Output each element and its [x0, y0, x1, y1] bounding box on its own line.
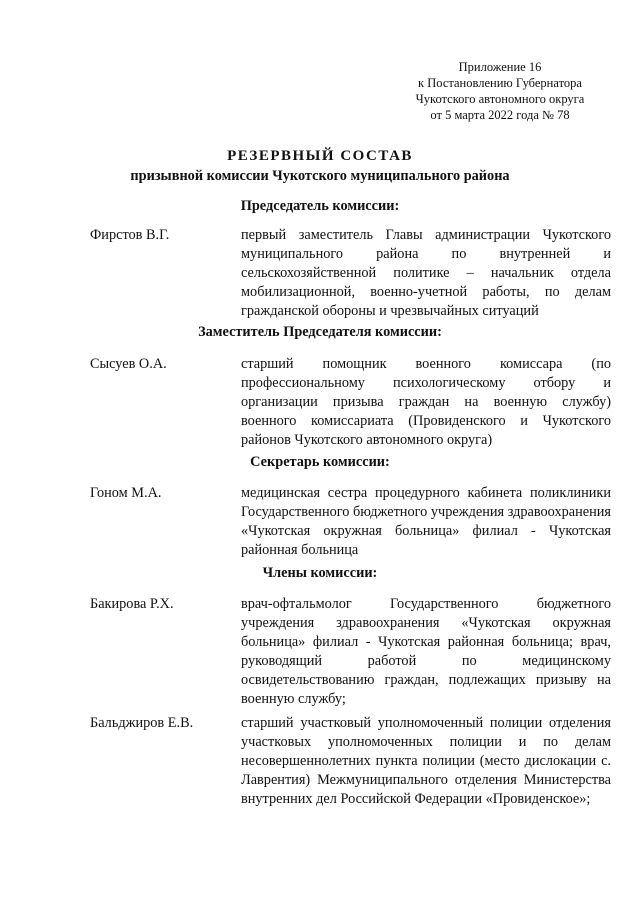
member-description: старший помощник военного комиссара (по профессиональному психологическому отбору и организации призыва граждан на военную службу) военного комиссариата (Провиденского и Чукотского районов Чукотского автономного округа): [241, 356, 611, 448]
section-heading-members: Члены комиссии:: [262, 565, 378, 581]
member-description: врач-офтальмолог Государственного бюджетного учреждения здравоохранения «Чукотская окружная больница» филиал - Чукотская районная больница; врач, руководящий работой по медицинскому освидетельствованию граждан, подлежащих призыву на военную службу;: [241, 596, 611, 707]
document-title: РЕЗЕРВНЫЙ СОСТАВ: [227, 148, 413, 164]
appendix-line: Чукотского автономного округа: [415, 92, 585, 106]
member-description: медицинская сестра процедурного кабинета поликлиники Государственного бюджетного учреждения здравоохранения «Чукотская окружная больница» филиал - Чукотская районная больница: [241, 485, 611, 558]
section-heading-deputy: Заместитель Председателя комиссии:: [198, 324, 442, 340]
member-name: Бакирова Р.Х.: [90, 596, 174, 612]
appendix-line: к Постановлению Губернатора: [418, 76, 582, 90]
section-heading-chairman: Председатель комиссии:: [240, 198, 400, 214]
member-name: Гоном М.А.: [90, 485, 162, 501]
document-subtitle: призывной комиссии Чукотского муниципального района: [130, 168, 510, 184]
section-heading-secretary: Секретарь комиссии:: [250, 454, 390, 470]
member-description: старший участковый уполномоченный полиции отделения участковых уполномоченных полиции и по делам несовершеннолетних пункта полиции (место дислокации с. Лаврентия) Межмуниципального отделения Министерства внутренних дел Российской Федерации «Провиденское»;: [241, 715, 611, 807]
appendix-line: от 5 марта 2022 года № 78: [430, 108, 570, 122]
member-description: первый заместитель Главы администрации Чукотского муниципального района по внутренней и сельскохозяйственной политике – начальник отдела мобилизационной, военно-учетной работы, по делам гражданской обороны и чрезвычайных ситуаций: [241, 227, 611, 319]
appendix-line: Приложение 16: [458, 60, 542, 74]
member-name: Фирстов В.Г.: [90, 227, 170, 243]
member-name: Бальджиров Е.В.: [90, 715, 194, 731]
member-name: Сысуев О.А.: [90, 356, 167, 372]
appendix-reference: [380, 59, 620, 123]
